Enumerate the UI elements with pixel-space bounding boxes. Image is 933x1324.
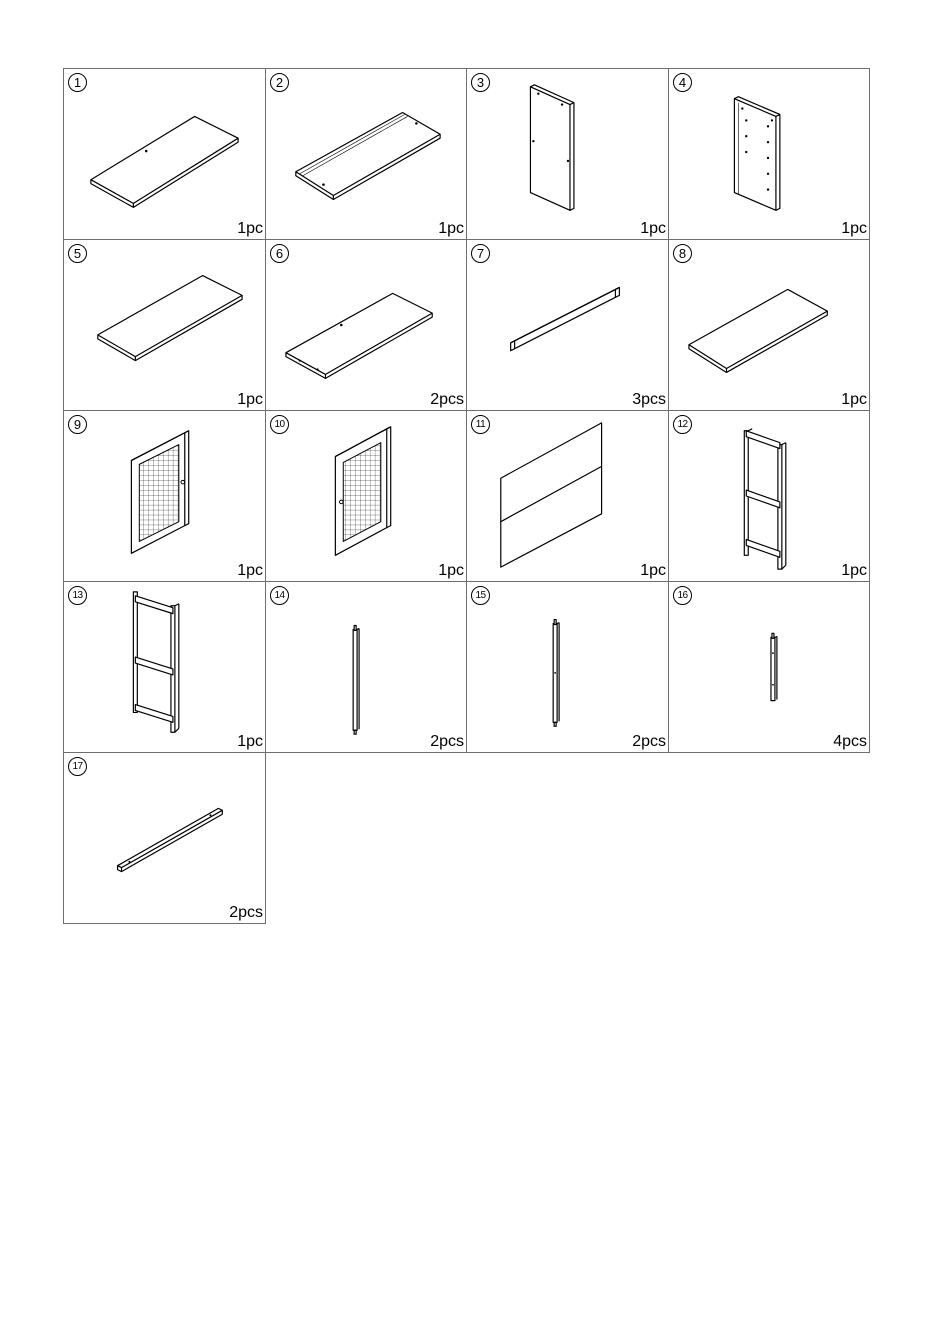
part-cell-9 [63,410,266,582]
shelf-board-icon [266,240,466,410]
part-cell-14 [265,581,467,753]
back-panel-icon [467,411,668,581]
part-cell-10 [265,410,467,582]
part-cell-3 [466,68,669,240]
part-cell-8 [668,239,870,411]
part-quantity: 4pcs [833,733,867,750]
metal-frame-icon [64,582,265,752]
part-number: 2 [270,73,289,92]
part-quantity: 1pc [841,220,867,237]
part-number: 4 [673,73,692,92]
part-quantity: 1pc [237,391,263,408]
part-cell-1 [63,68,266,240]
drilled-side-panel-icon [669,69,869,239]
part-number: 7 [471,244,490,263]
part-cell-12 [668,410,870,582]
rail-icon [467,240,668,410]
part-quantity: 1pc [237,733,263,750]
part-number: 17 [68,757,87,776]
part-cell-5 [63,239,266,411]
part-quantity: 1pc [438,562,464,579]
part-quantity: 2pcs [632,733,666,750]
bar-icon [64,753,265,923]
side-panel-icon [467,69,668,239]
short-rod-icon [669,582,869,752]
rod-icon [266,582,466,752]
part-number: 11 [471,415,490,434]
part-number: 6 [270,244,289,263]
part-number: 9 [68,415,87,434]
part-cell-15 [466,581,669,753]
part-number: 13 [68,586,87,605]
metal-frame-icon [669,411,869,581]
part-number: 16 [673,586,692,605]
part-cell-16 [668,581,870,753]
mesh-door-icon [64,411,265,581]
part-quantity: 1pc [237,220,263,237]
part-cell-13 [63,581,266,753]
part-number: 8 [673,244,692,263]
part-quantity: 1pc [438,220,464,237]
part-quantity: 1pc [640,220,666,237]
part-quantity: 1pc [640,562,666,579]
part-number: 10 [270,415,289,434]
part-quantity: 1pc [841,391,867,408]
mesh-door-icon [266,411,466,581]
part-quantity: 1pc [841,562,867,579]
part-quantity: 3pcs [632,391,666,408]
part-cell-7 [466,239,669,411]
part-quantity: 2pcs [430,391,464,408]
part-quantity: 2pcs [430,733,464,750]
part-quantity: 2pcs [229,904,263,921]
part-cell-17 [63,752,266,924]
part-cell-6 [265,239,467,411]
part-quantity: 1pc [237,562,263,579]
part-number: 1 [68,73,87,92]
part-number: 12 [673,415,692,434]
part-number: 15 [471,586,490,605]
flat-board-icon [64,69,265,239]
rod-icon [467,582,668,752]
part-cell-11 [466,410,669,582]
part-number: 5 [68,244,87,263]
part-number: 14 [270,586,289,605]
part-number: 3 [471,73,490,92]
part-cell-2 [265,68,467,240]
flat-board-icon [64,240,265,410]
flat-board-icon [669,240,869,410]
part-cell-4 [668,68,870,240]
grooved-board-icon [266,69,466,239]
